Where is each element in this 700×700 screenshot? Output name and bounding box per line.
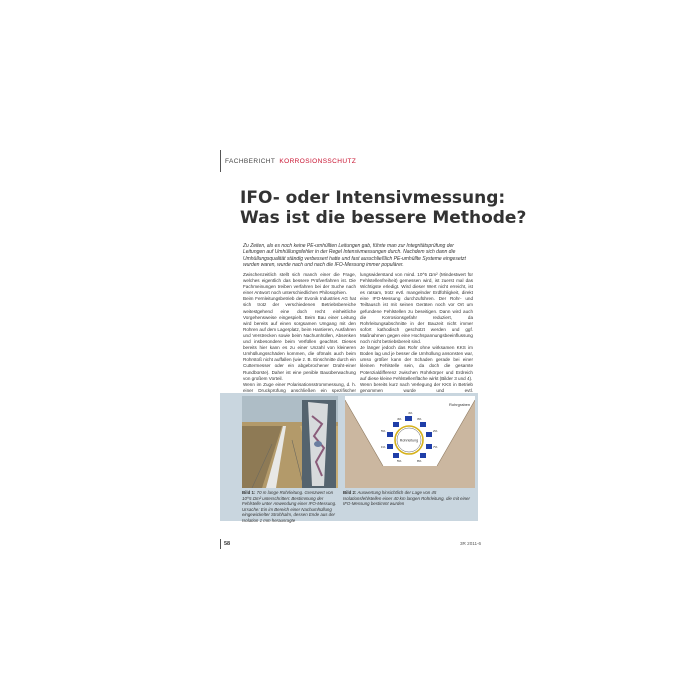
count-label: 4% [408, 411, 413, 415]
paragraph: lungswiderstand von mind. 10^5 Ωm² (Mindestwert für Fehlstellenfreiheit) gemessen wird, ist zuerst mal das Wichtigste erledigt. Wird dieser Wert nicht erreicht, ist es ratsam, trotz evtl. mangelnder Erdfühligkeit, direkt eine IFO-Messung durchzuführen. Der Rohr- und Teiltausch ist mit seinen Geräten noch vor Ort um gefundene Fehlstellen zu beseitigen. Dann wird auch die Korrosionsgefahr reduziert, da Rohrleitungsabschnitte in der Bauzeit nicht immer sofort kathodisch geschützt werden und ggf. Maßnahmen gegen eine Hochspannungsbeeinflussung noch nicht betriebsbereit sind. [360, 272, 473, 345]
pipeline-photo [242, 396, 338, 488]
count-label: 7% [433, 445, 438, 449]
figure-1-label: Bild 1: [242, 490, 256, 495]
body-column-2 [360, 272, 473, 400]
defect-marker [420, 422, 426, 427]
page-number: 58 [224, 541, 231, 547]
count-label: 2% [433, 429, 438, 433]
defect-marker [387, 444, 393, 449]
paragraph: Wenn bereits kurz nach Verlegung der KKS in Betrieb genommen wurde und evtl. [360, 381, 473, 393]
count-label: 8% [417, 459, 422, 463]
trench-diagram [345, 396, 475, 488]
count-label: 1% [381, 445, 386, 449]
section-label: FACHBERICHT [225, 158, 276, 165]
title-line-1: IFO- oder Intensivmessung: [240, 188, 506, 208]
section-kicker [225, 158, 356, 165]
trench-diagram-svg [345, 396, 475, 488]
count-label: 5% [381, 429, 386, 433]
lead-paragraph: Zu Zeiten, als es noch keine PE-umhüllten Leitungen gab, führte man zur Integritätsprüfung der Leitungen auf Umhüllungsfehler in der Regel Intensivmessungen durch. Nachdem sich dann die Umhüllungsqualität ständig verbessert hatte und fast ausschließlich PE-umhüllte Systeme eingesetzt wurden waren, wurde nach und nach die IFO-Messung immer populärer. [243, 243, 466, 268]
topic-label: KORROSIONSSCHUTZ [279, 158, 357, 165]
figure-2-text: Auswertung hinsichtlich der Lage von 45 Isolationsfehlstellen einer 40 km langen Rohrleitung, die mit einer IFO-Messung bestimmt wurden [343, 490, 470, 507]
footer-rule [220, 539, 221, 549]
article-title [240, 188, 540, 228]
paragraph: Zwischenzeitlich stellt sich manch einer die Frage, welches eigentlich das bessere Prüfverfahren ist. Die Fachmeinungen treiben verfahren bei der Suche nach einer Antwort noch unterschiedlichen Philosophien. [243, 272, 356, 296]
figure-1-text: 70 m lange Rohrleitung. Grenzwert von 10^5 Ωm² unterschritten: Bestimmung der Fehlstelle unter Anwendung einer IFO-Messung. Ursache: Ein im Bereich einer Nachumhüllung eingewickelter Strohhalm, dessen Ende aus der Isolation 1 mm herausragte [242, 490, 337, 523]
paragraph: Je länger jedoch das Rohr ohne wirksamen KKS im Boden lag und je besser die Umhüllung ansonsten war, umso größer kann der Schaden gerade bei einer kleinen Fehlstelle sein, da doch die gesamte Potenzialdifferenz zwischen Rohrkörper und Erdreich auf diese kleine Fehlstellenfläche wirkt (Bilder 3 und 4). [360, 345, 473, 381]
issue-label [460, 541, 481, 546]
paragraph: Wenn im Zuge einer Polarisationsstrommessung, d. h. einer Druckprüfung anschließen ein spezifischer [243, 381, 356, 393]
title-line-2: Was ist die bessere Methode? [240, 208, 527, 228]
pipeline-photo-illustration [242, 396, 338, 488]
defect-marker [405, 416, 412, 421]
pipe-label: Rohrleitung [399, 438, 419, 443]
count-label: 4% [397, 417, 402, 421]
defect-marker [426, 444, 432, 449]
figure-1-caption [242, 490, 338, 524]
defect-marker [420, 453, 426, 458]
count-label: 3% [417, 417, 422, 421]
defect-marker [387, 432, 393, 437]
body-column-1 [243, 272, 356, 406]
trench-label: Rohrgraben [449, 402, 471, 407]
issue-text: 3R 2011-6 [460, 541, 482, 546]
figure-2-label: Bild 2: [343, 490, 357, 495]
defect-marker [426, 432, 432, 437]
defect-marker [393, 422, 399, 427]
figure-2-caption [343, 490, 473, 507]
count-label: 5% [397, 459, 402, 463]
defect-marker [393, 453, 399, 458]
header-rule [220, 150, 221, 172]
paragraph: Beim Fernleitungsbetrieb der Evonik Industries AG hat sich trotz der verschiedenen Betriebsbereiche weitestgehend eine doch recht einheitliche Vorgehensweise eingespielt. Beim Bau einer Leitung wird bereits auf einen sorgsamen Umgang mit den Rohren auf dem Lagerplatz, beim Hantieren, Ausfahren und Verstrecken sowie beim Nachumhüllen, Absenken und insbesondere beim Verfüllen geachtet. Dieses bereits hier kann es zu einer Unzahl von kleineren Umhüllungsschäden kommen, die oftmals auch beim Rohrstoß nicht auffallen (wie z. B. Einschnitte durch ein Cuttermesser oder ein abgebrochener Draht-einer Rundbürste). Daher ist eine penible Bauüberwachung von großem Vorteil. [243, 296, 356, 381]
